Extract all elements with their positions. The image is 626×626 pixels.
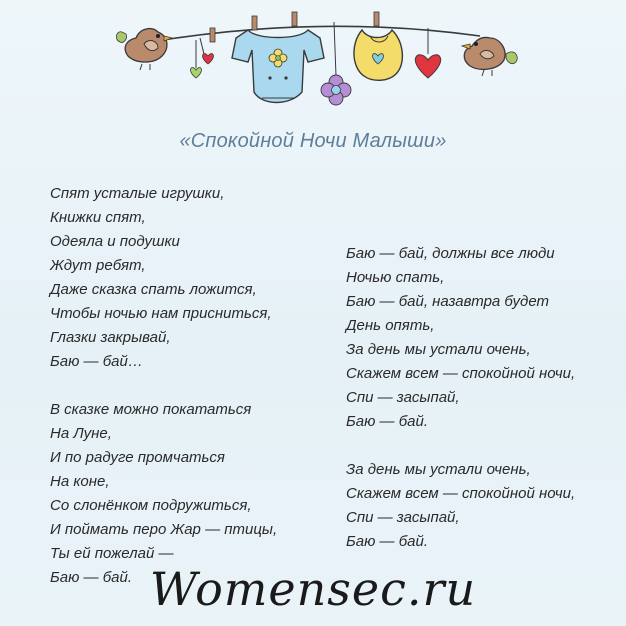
poem-line: И по радуге промчаться [50,449,225,466]
poem-line: Ждут ребят, [50,257,146,274]
poem-line: Спи — засыпай, [346,509,460,526]
stanza-divider [50,374,330,398]
poem-line: День опять, [346,317,435,334]
flower-icon [321,22,351,105]
bird-icon [462,37,517,76]
poem-line: Баю — бай. [346,413,429,430]
clothesline-illustration [0,0,626,130]
poem-line: Книжки спят, [50,209,146,226]
poem-line: Скажем всем — спокойной ночи, [346,485,576,502]
page-title: «Спокойной Ночи Малыши» [179,130,447,152]
poem-line: Баю — бай. [346,533,429,550]
poem-line: Спи — засыпай, [346,389,460,406]
poem-line: Баю — бай, назавтра будет [346,293,549,310]
poem-line: Баю — бай. [50,569,133,586]
poem-line: Баю — бай… [50,353,143,370]
poem-line: На коне, [50,473,110,490]
poem-line: Даже сказка спать ложится, [50,281,257,298]
stanza [50,182,330,374]
poem-line: Со слонёнком подружиться, [50,497,252,514]
poem-line: В сказке можно покататься [50,401,252,418]
stanza [346,458,616,554]
poem-line: За день мы устали очень, [346,461,531,478]
site-watermark: Womensec.ru [149,562,477,616]
stanza-divider [346,434,616,458]
poem-line: Спят усталые игрушки, [50,185,225,202]
poem-line: И поймать перо Жар — птицы, [50,521,278,538]
stanza [346,242,616,434]
bird-icon [116,29,172,70]
bodysuit-icon [232,30,324,103]
poem-line: Скажем всем — спокойной ночи, [346,365,576,382]
poem-line: За день мы устали очень, [346,341,531,358]
poem-line: Ты ей пожелай — [50,545,174,562]
heart-icon [415,28,440,78]
poem-column-left [50,182,330,590]
poem-line: Баю — бай, должны все люди [346,245,555,262]
poem-line: Ночью спать, [346,269,445,286]
heart-icon [191,38,214,78]
poem-line: На Луне, [50,425,112,442]
poem-line: Глазки закрывай, [50,329,171,346]
bib-icon [354,30,402,80]
poem-column-right [346,242,616,554]
poem-line: Одеяла и подушки [50,233,180,250]
poem-line: Чтобы ночью нам присниться, [50,305,272,322]
